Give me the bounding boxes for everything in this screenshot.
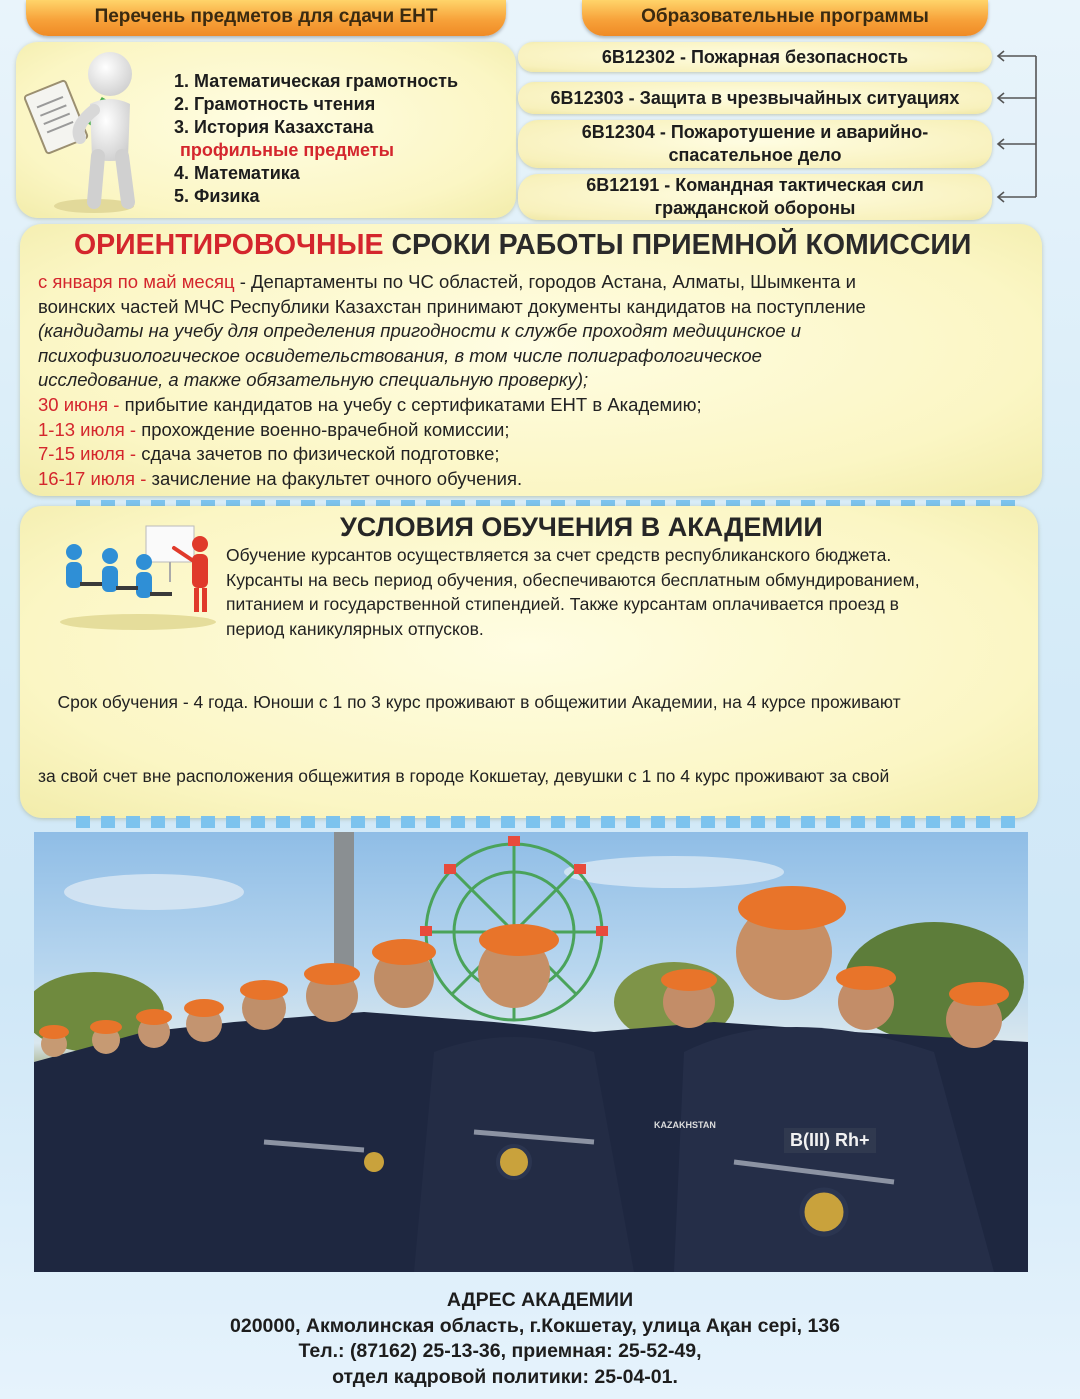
conditions-intro	[226, 543, 920, 641]
schedule-entry	[38, 467, 866, 492]
ent-subject-item: 1. Математическая грамотность	[174, 71, 459, 91]
schedule-note: (кандидаты на учебу для определения пригодности к службе проходят медицинское и	[38, 320, 802, 342]
cadets-photo-drawing	[34, 832, 1028, 1272]
address-line: 020000, Акмолинская область, г.Кокшетау, улица Ақан серi, 136	[230, 1314, 840, 1337]
schedule-entry-text: прибытие кандидатов на учебу с сертификатами ЕНТ в Академию;	[119, 393, 702, 415]
schedule-entry-date: 16-17 июля -	[38, 467, 147, 489]
ent-subject-item: 2. Грамотность чтения	[174, 94, 376, 114]
conditions-line: Курсанты на весь период обучения, обеспечиваются бесплатным обмундированием,	[226, 569, 920, 590]
schedule-entry-text: зачисление на факультет очного обучения.	[146, 467, 523, 489]
schedule-period-text: воинских частей МЧС Республики Казахстан принимают документы кандидатов на поступление	[38, 295, 866, 317]
schedule-entry	[38, 418, 866, 443]
programs-header	[582, 0, 988, 36]
programs-bracket-arrows	[990, 40, 1040, 210]
schedule-entry-text: прохождение военно-врачебной комиссии;	[136, 418, 510, 440]
address-hr-phone: отдел кадровой политики: 25-04-01.	[332, 1365, 678, 1388]
schedule-period-text: - Департаменты по ЧС областей, городов Астана, Алматы, Шымкента и	[234, 271, 856, 292]
checklist-man-illustration	[24, 46, 164, 216]
schedule-period-date: с января по май месяц	[38, 271, 235, 292]
schedule-entry	[38, 393, 866, 418]
program-item	[518, 174, 992, 220]
dashed-divider	[76, 816, 1016, 828]
country-patch: KAZAKHSTAN	[654, 1120, 716, 1130]
conditions-line: Обучение курсантов осуществляется за счет средств республиканского бюджета.	[226, 545, 892, 565]
ent-profile-label: профильные предметы	[180, 140, 395, 160]
conditions-line: питанием и государственной стипендией. Также курсантам оплачивается проезд в	[226, 594, 899, 614]
program-code-line: 6B12304 - Пожаротушение и аварийно-	[581, 122, 929, 142]
schedule-title	[74, 229, 971, 262]
schedule-title-dark: СРОКИ РАБОТЫ ПРИЕМНОЙ КОМИССИИ	[391, 229, 972, 261]
program-item	[518, 42, 992, 72]
classroom-illustration	[54, 522, 222, 632]
ent-subject-item: 5. Физика	[174, 186, 260, 206]
schedule-entry	[38, 442, 866, 467]
conditions-line: Срок обучения - 4 года. Юноши с 1 по 3 курс проживают в общежитии Академии, на 4 курсе проживают	[38, 692, 901, 712]
blood-type-patch: B(III) Rh+	[784, 1128, 876, 1153]
cadets-photo	[34, 832, 1028, 1272]
conditions-line: период каникулярных отпусков.	[226, 618, 484, 639]
schedule-note: исследование, а также обязательную специальную проверку);	[38, 369, 589, 391]
address-block	[0, 1288, 1080, 1390]
program-name-line: спасательное дело	[668, 145, 842, 165]
address-phone: Тел.: (87162) 25-13-36, приемная: 25-52-49,	[298, 1340, 702, 1362]
schedule-entry-date: 7-15 июля -	[38, 443, 137, 465]
program-code-line: 6B12303 - Защита в чрезвычайных ситуациях	[550, 87, 960, 108]
schedule-body	[38, 270, 866, 491]
ent-subject-item: 3. История Казахстана	[174, 117, 374, 137]
ent-header-label: Перечень предметов для сдачи ЕНТ	[94, 6, 438, 27]
programs-header-label: Образовательные программы	[641, 6, 929, 27]
conditions-title: УСЛОВИЯ ОБУЧЕНИЯ В АКАДЕМИИ	[340, 512, 823, 542]
schedule-entry-date: 30 июня -	[38, 393, 120, 415]
schedule-title-red: ОРИЕНТИРОВОЧНЫЕ	[74, 229, 384, 261]
conditions-line: за свой счет вне расположения общежития в городе Кокшетау, девушки с 1 по 4 курс проживают за свой	[38, 765, 890, 786]
schedule-entry-date: 1-13 июля -	[38, 418, 137, 440]
program-code-line: 6B12191 - Командная тактическая сил	[586, 175, 924, 195]
schedule-note: психофизиологическое освидетельствования, в том числе полиграфологическое	[38, 344, 762, 366]
program-item	[518, 120, 992, 168]
address-title: АДРЕС АКАДЕМИИ	[446, 1289, 634, 1311]
ent-subject-item: 4. Математика	[174, 163, 300, 183]
program-item	[518, 82, 992, 114]
program-code-line: 6B12302 - Пожарная безопасность	[601, 46, 909, 67]
ent-header	[26, 0, 506, 36]
program-name-line: гражданской обороны	[654, 198, 856, 218]
ent-subject-list	[174, 70, 458, 208]
schedule-entry-text: сдача зачетов по физической подготовке;	[136, 443, 500, 465]
